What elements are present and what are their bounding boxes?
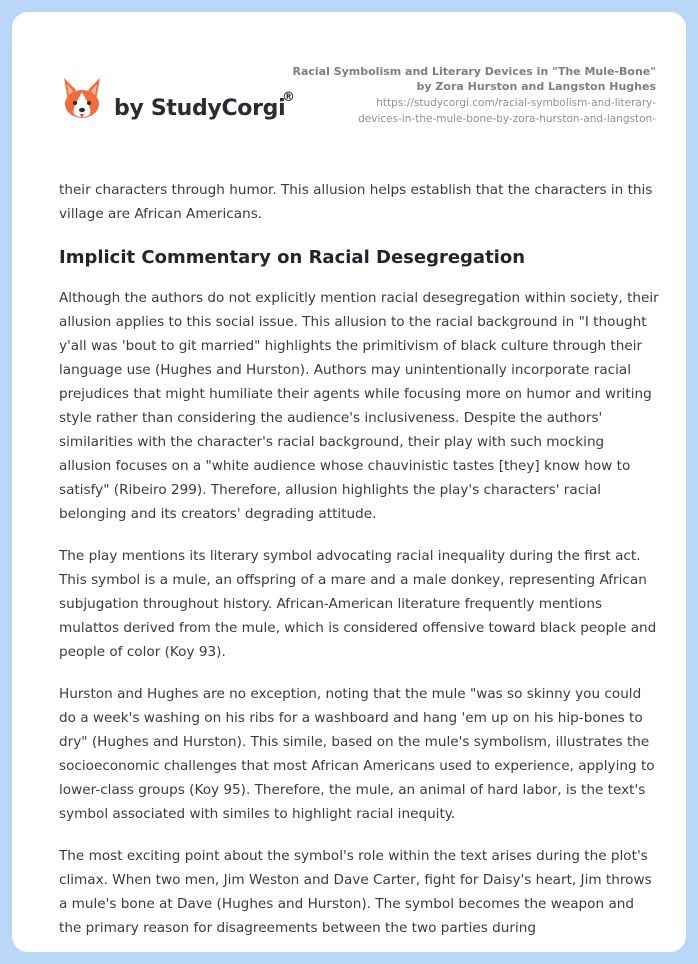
document-url-line-1[interactable]: https://studycorgi.com/racial-symbolism-and-literary- [376,97,656,109]
body-paragraph: The most exciting point about the symbol's role within the text arises during the plot's climax. When two men, Jim Weston and Dave Carter, fight for Daisy's heart, Jim throws a mule's bone at Dave (Hughes and Hurston). The symbol becomes the weapon and the primary reason for disagreements between the two parties during [59,848,652,936]
document-title-line-1: Racial Symbolism and Literary Devices in "The Mule-Bone" [292,65,656,78]
document-meta [284,65,656,126]
document-title-line-2: by Zora Hurston and Langston Hughes [416,79,656,93]
section-heading: Implicit Commentary on Racial Desegregation [59,247,526,268]
article-body [59,178,659,952]
intro-paragraph: their characters through humor. This allusion helps establish that the characters in this village are African Americans. [59,182,653,222]
logo-text: by StudyCorgi [114,96,286,121]
corgi-icon [60,76,104,124]
header [12,12,686,152]
page-card [12,12,686,952]
studycorgi-logo[interactable] [60,76,300,136]
body-paragraph: Hurston and Hughes are no exception, noting that the mule "was so skinny you could do a week's washing on his ribs for a washboard and hang 'em up on his hip-bones to dry" (Hughes and Hurston). This simile, based on the mule's symbolism, illustrates the socioeconomic challenges that most African Americans used to experience, applying to lower-class groups (Koy 95). Therefore, the mule, an animal of hard labor, is the text's symbol associated with similes to highlight racial inequity. [59,686,655,822]
registered-mark: ® [282,90,295,105]
body-paragraph: The play mentions its literary symbol advocating racial inequality during the first act. This symbol is a mule, an offspring of a mare and a male donkey, representing African subjugation throughout history. African-American literature frequently mentions mulattos derived from the mule, which is considered offensive toward black people and people of color (Koy 93). [59,548,657,660]
document-url-line-2[interactable]: devices-in-the-mule-bone-by-zora-hurston-and-langston- [358,113,656,125]
body-paragraph: Although the authors do not explicitly mention racial desegregation within society, their allusion applies to this social issue. This allusion to the racial background in "I thought y'all was 'bout to git married" highlights the primitivism of black culture through their language use (Hughes and Hurston). Authors may unintentionally incorporate racial prejudices that might humiliate their agents while focusing more on humor and writing style rather than considering the audience's inclusiveness. Despite the authors' similarities with the character's racial background, their play with such mocking allusion focuses on a "white audience whose chauvinistic tastes [they] know how to satisfy" (Ribeiro 299). Therefore, allusion highlights the play's characters' racial belonging and its creators' degrading attitude. [59,290,659,522]
